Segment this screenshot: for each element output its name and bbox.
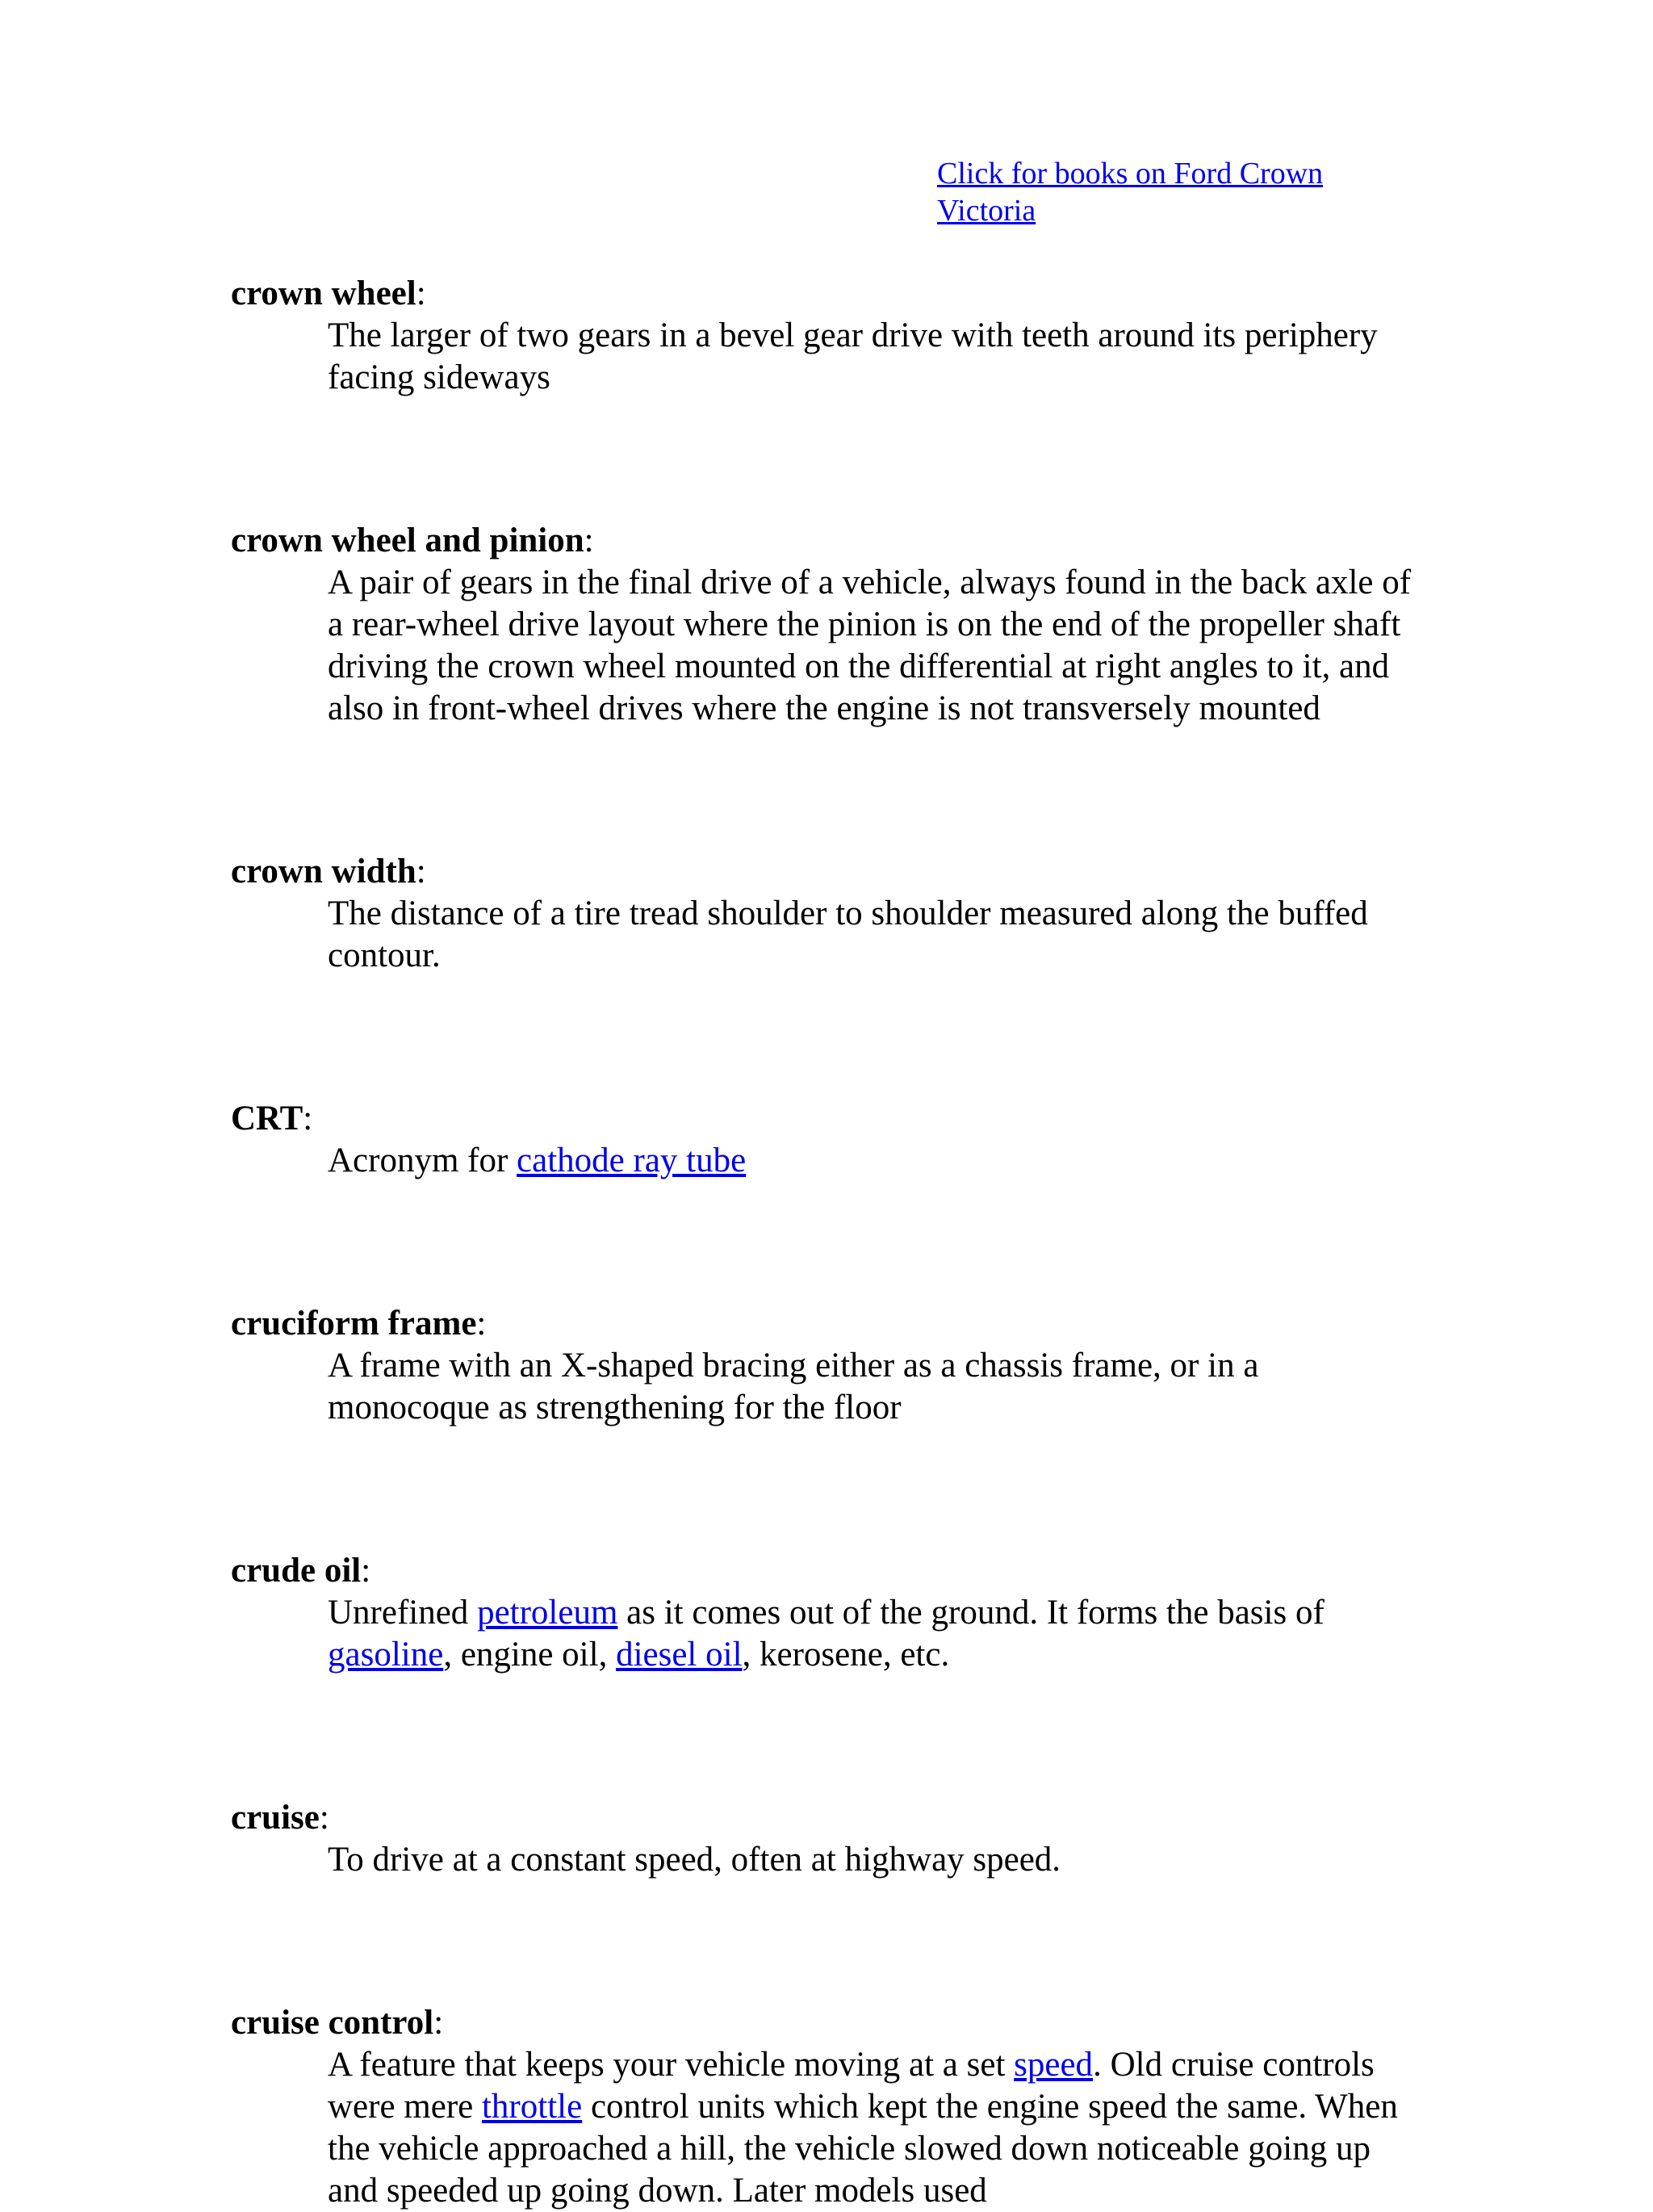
glossary-definition <box>328 315 1417 399</box>
term-label: crown width <box>231 853 416 890</box>
glossary-list <box>231 273 1458 2212</box>
term-label: CRT <box>231 1100 303 1137</box>
definition-text: . Old cruise controls were mere <box>328 2046 1375 2126</box>
definition-text: control units which kept the engine speed the same. When the vehicle approached a hill, the vehicle slowed down noticeable going up and speeded up going down. Later models used <box>328 2088 1398 2210</box>
definition-text: The distance of a tire tread shoulder to shoulder measured along the buffed contour. <box>328 894 1368 974</box>
term-label: cruciform frame <box>231 1305 477 1343</box>
glossary-term: crown wheel and pinion: <box>231 522 594 559</box>
definition-link[interactable]: gasoline <box>328 1636 444 1674</box>
definition-text: as it comes out of the ground. It forms the basis of <box>617 1594 1324 1632</box>
glossary-definition <box>328 1592 1417 1676</box>
glossary-term: cruise control: <box>231 2004 444 2042</box>
definition-link[interactable]: petroleum <box>477 1594 618 1632</box>
definition-text: , kerosene, etc. <box>742 1636 950 1674</box>
definition-text: The larger of two gears in a bevel gear drive with teeth around its periphery facing sideways <box>328 316 1378 396</box>
glossary-definition <box>328 893 1417 977</box>
glossary-term: crude oil: <box>231 1552 371 1590</box>
definition-text: A frame with an X-shaped bracing either as a chassis frame, or in a monocoque as strengthening for the floor <box>328 1347 1259 1426</box>
entry-spacer <box>231 977 1458 1098</box>
entry-spacer <box>231 730 1458 851</box>
glossary-term: crown wheel: <box>231 274 426 312</box>
definition-link[interactable]: speed <box>1014 2046 1094 2084</box>
glossary-definition <box>328 1345 1417 1429</box>
definition-text: Unrefined <box>328 1594 478 1632</box>
books-promo-link[interactable]: Click for books on Ford Crown Victoria <box>937 157 1324 228</box>
definition-text: Acronym for <box>328 1142 517 1179</box>
definition-text: To drive at a constant speed, often at highway speed. <box>328 1841 1061 1879</box>
glossary-term: cruise: <box>231 1799 329 1837</box>
entry-spacer <box>231 1429 1458 1550</box>
glossary-definition <box>328 1839 1417 1881</box>
term-label: crown wheel <box>231 274 416 312</box>
definition-text: , engine oil, <box>443 1636 617 1674</box>
glossary-term: cruciform frame: <box>231 1305 487 1343</box>
glossary-definition <box>328 1140 1417 1182</box>
glossary-definition <box>328 562 1417 730</box>
glossary-definition <box>328 2044 1417 2212</box>
term-label: cruise <box>231 1799 320 1837</box>
term-label: crown wheel and pinion <box>231 522 584 559</box>
entry-spacer <box>231 1676 1458 1797</box>
promo-block <box>937 155 1389 229</box>
glossary-term: CRT: <box>231 1100 313 1137</box>
term-label: cruise control <box>231 2004 434 2042</box>
entry-spacer <box>231 399 1458 520</box>
entry-spacer <box>231 1881 1458 2002</box>
entry-spacer <box>231 1182 1458 1303</box>
definition-text: A feature that keeps your vehicle moving at a set <box>328 2046 1015 2084</box>
definition-link[interactable]: diesel oil <box>616 1636 743 1674</box>
definition-link[interactable]: cathode ray tube <box>517 1142 747 1179</box>
term-label: crude oil <box>231 1552 362 1590</box>
glossary-term: crown width: <box>231 853 426 890</box>
definition-link[interactable]: throttle <box>481 2088 583 2126</box>
definition-text: A pair of gears in the final drive of a vehicle, always found in the back axle of a rear-wheel drive layout where the pinion is on the end of the propeller shaft driving the crown wheel mounted on the differential at right angles to it, and also in front-wheel drives where the engine is not transversely mounted <box>328 563 1412 727</box>
